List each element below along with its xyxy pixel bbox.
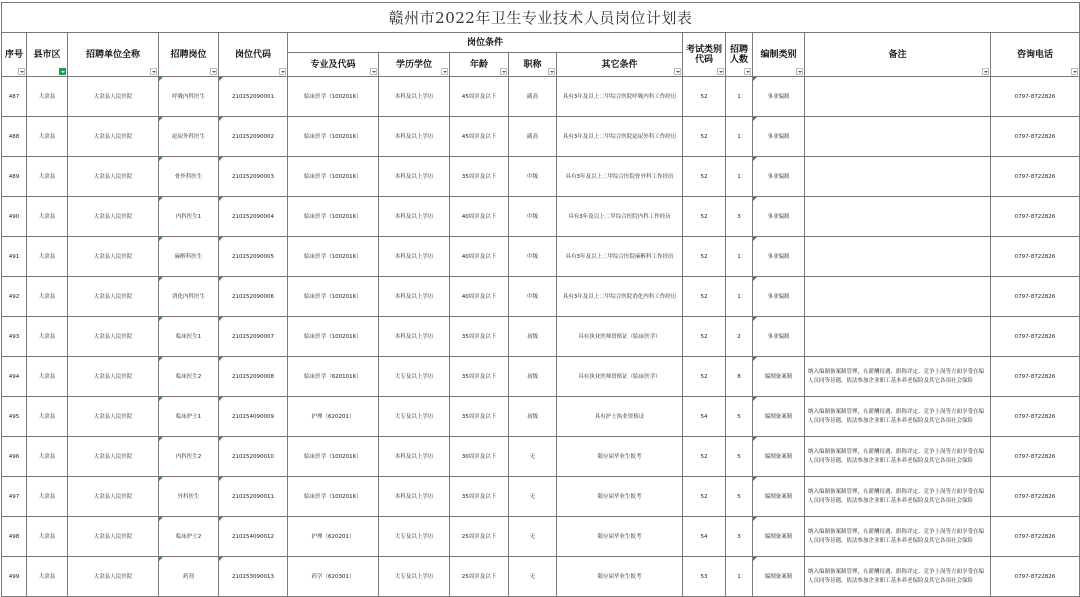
cell-count[interactable]: 3 [726,197,753,237]
cell-edu[interactable]: 本科及以上学历 [379,117,450,157]
cell-marker-icon [159,357,163,361]
job-plan-table [1,2,1080,597]
cell-post[interactable]: 呼吸内科医生 [159,77,219,117]
cell-post[interactable]: 临床护士1 [159,397,219,437]
cell-phone[interactable]: 0797-8722826 [991,557,1080,597]
cell-other[interactable]: 限应届毕业生报考 [557,517,683,557]
cell-marker-icon [219,397,223,401]
cell-major[interactable]: 临床医学（100201K） [288,117,379,157]
cell-code[interactable]: 210154090012 [219,517,288,557]
cell-other[interactable]: 具有3年及以上二甲综合医院消化内科工作经历 [557,277,683,317]
cell-marker-icon [159,477,163,481]
cell-post[interactable]: 药剂 [159,557,219,597]
cell-other[interactable]: 具有3年及以上二甲综合医院麻醉科工作经历 [557,237,683,277]
cell-other[interactable]: 具有3年及以上二甲综合医院骨外科工作经历 [557,157,683,197]
cell-exam[interactable]: 53 [683,557,726,597]
cell-remark[interactable]: 纳入编制备案制管理，在薪酬待遇、职称评定、竞争上岗等方面享受在编人员同等待遇，依法参加企业职工基本养老保险及其它各项社会保险 [805,397,991,437]
cell-marker-icon [219,357,223,361]
header-staff-type: 编制类别 [753,33,805,77]
cell-rank[interactable]: 中级 [509,157,557,197]
filter-dropdown-icon[interactable] [674,68,681,75]
cell-phone[interactable]: 0797-8722826 [991,237,1080,277]
cell-staff-type[interactable]: 编制备案制 [753,357,805,397]
cell-staff-type[interactable]: 编制备案制 [753,517,805,557]
table-row [2,117,1080,157]
cell-marker-icon [219,157,223,161]
cell-rank[interactable]: 无 [509,517,557,557]
filter-dropdown-icon[interactable] [441,68,448,75]
cell-other[interactable]: 限应届毕业生报考 [557,557,683,597]
cell-remark[interactable]: 纳入编制备案制管理，在薪酬待遇、职称评定、竞争上岗等方面享受在编人员同等待遇，依法参加企业职工基本养老保险及其它各项社会保险 [805,357,991,397]
table-body [2,77,1080,597]
cell-unit[interactable]: 大余县人民医院 [68,477,159,517]
cell-phone[interactable]: 0797-8722826 [991,357,1080,397]
filter-dropdown-icon[interactable] [150,68,157,75]
cell-marker-icon [753,437,757,441]
cell-age[interactable]: 25周岁及以下 [450,557,509,597]
cell-other[interactable]: 限应届毕业生报考 [557,477,683,517]
cell-exam[interactable]: 52 [683,277,726,317]
cell-staff-type[interactable]: 编制备案制 [753,557,805,597]
cell-major[interactable]: 临床医学（620101K） [288,357,379,397]
cell-marker-icon [753,357,757,361]
cell-county[interactable]: 大余县 [27,77,68,117]
cell-county[interactable]: 大余县 [27,397,68,437]
header-edu: 学历学位 [379,53,450,77]
cell-post[interactable]: 内科医生1 [159,197,219,237]
cell-major[interactable]: 临床医学（100201K） [288,277,379,317]
cell-post[interactable]: 临床医生1 [159,317,219,357]
cell-remark[interactable] [805,197,991,237]
header-remark: 备注 [805,33,991,77]
cell-rank[interactable]: 初级 [509,397,557,437]
cell-major[interactable]: 临床医学（100201K） [288,77,379,117]
cell-seq[interactable]: 496 [2,437,27,477]
cell-seq[interactable]: 493 [2,317,27,357]
cell-count[interactable]: 5 [726,437,753,477]
cell-seq[interactable]: 495 [2,397,27,437]
cell-age[interactable]: 35周岁及以下 [450,157,509,197]
cell-marker-icon [219,437,223,441]
cell-age[interactable]: 35周岁及以下 [450,357,509,397]
active-filter-icon[interactable] [59,68,66,75]
cell-unit[interactable]: 大余县人民医院 [68,517,159,557]
cell-staff-type[interactable]: 事业编制 [753,277,805,317]
cell-count[interactable]: 2 [726,317,753,357]
cell-unit[interactable]: 大余县人民医院 [68,277,159,317]
cell-rank[interactable]: 初级 [509,317,557,357]
table-title: 赣州市2022年卫生专业技术人员岗位计划表 [2,3,1080,33]
cell-edu[interactable]: 大专及以上学历 [379,357,450,397]
filter-dropdown-icon[interactable] [744,68,751,75]
cell-edu[interactable]: 大专及以上学历 [379,557,450,597]
cell-phone[interactable]: 0797-8722826 [991,477,1080,517]
cell-remark[interactable] [805,237,991,277]
cell-unit[interactable]: 大余县人民医院 [68,117,159,157]
cell-count[interactable]: 5 [726,397,753,437]
header-rank: 职称 [509,53,557,77]
header-seq: 序号 [2,33,27,77]
cell-edu[interactable]: 本科及以上学历 [379,317,450,357]
cell-seq[interactable]: 490 [2,197,27,237]
cell-rank[interactable]: 中级 [509,237,557,277]
table-row [2,237,1080,277]
cell-age[interactable]: 35周岁及以下 [450,317,509,357]
cell-rank[interactable]: 副高 [509,77,557,117]
cell-staff-type[interactable]: 编制备案制 [753,397,805,437]
cell-staff-type[interactable]: 编制备案制 [753,477,805,517]
cell-marker-icon [219,77,223,81]
cell-post[interactable]: 临床医生2 [159,357,219,397]
cell-count[interactable]: 5 [726,477,753,517]
cell-exam[interactable]: 54 [683,397,726,437]
cell-count[interactable]: 1 [726,77,753,117]
cell-rank[interactable]: 无 [509,477,557,517]
cell-unit[interactable]: 大余县人民医院 [68,317,159,357]
cell-county[interactable]: 大余县 [27,237,68,277]
cell-edu[interactable]: 本科及以上学历 [379,477,450,517]
cell-edu[interactable]: 本科及以上学历 [379,77,450,117]
cell-exam[interactable]: 52 [683,77,726,117]
cell-major[interactable]: 临床医学（100201K） [288,477,379,517]
header-count: 招聘人数 [726,33,753,77]
cell-other[interactable]: 具有3年及以上二甲综合医院泌尿外科工作经历 [557,117,683,157]
cell-major[interactable]: 药学（620301） [288,557,379,597]
cell-unit[interactable]: 大余县人民医院 [68,397,159,437]
cell-count[interactable]: 1 [726,557,753,597]
cell-exam[interactable]: 52 [683,437,726,477]
cell-other[interactable]: 具有护士执业资格证 [557,397,683,437]
header-post: 招聘岗位 [159,33,219,77]
cell-marker-icon [159,557,163,561]
cell-exam[interactable]: 54 [683,517,726,557]
cell-post[interactable]: 消化内科医生 [159,277,219,317]
cell-age[interactable]: 35周岁及以下 [450,477,509,517]
cell-major[interactable]: 护理（620201） [288,517,379,557]
table-row [2,277,1080,317]
cell-seq[interactable]: 499 [2,557,27,597]
cell-remark[interactable] [805,317,991,357]
cell-staff-type[interactable]: 事业编制 [753,157,805,197]
cell-edu[interactable]: 本科及以上学历 [379,277,450,317]
cell-seq[interactable]: 497 [2,477,27,517]
cell-major[interactable]: 临床医学（100201K） [288,437,379,477]
cell-exam[interactable]: 52 [683,157,726,197]
cell-marker-icon [159,157,163,161]
filter-dropdown-icon[interactable] [18,68,25,75]
table-row [2,397,1080,437]
cell-code[interactable]: 210152090001 [219,77,288,117]
cell-exam[interactable]: 52 [683,317,726,357]
cell-marker-icon [159,397,163,401]
cell-major[interactable]: 临床医学（100201K） [288,237,379,277]
cell-count[interactable]: 3 [726,517,753,557]
cell-remark[interactable]: 纳入编制备案制管理，在薪酬待遇、职称评定、竞争上岗等方面享受在编人员同等待遇，依法参加企业职工基本养老保险及其它各项社会保险 [805,437,991,477]
cell-age[interactable]: 35周岁及以下 [450,397,509,437]
cell-post[interactable]: 内科医生2 [159,437,219,477]
cell-marker-icon [159,517,163,521]
cell-unit[interactable]: 大余县人民医院 [68,237,159,277]
cell-phone[interactable]: 0797-8722826 [991,517,1080,557]
cell-remark[interactable]: 纳入编制备案制管理，在薪酬待遇、职称评定、竞争上岗等方面享受在编人员同等待遇，依法参加企业职工基本养老保险及其它各项社会保险 [805,517,991,557]
cell-marker-icon [753,317,757,321]
header-exam: 考试类别代码 [683,33,726,77]
cell-seq[interactable]: 487 [2,77,27,117]
filter-dropdown-icon[interactable] [279,68,286,75]
cell-county[interactable]: 大余县 [27,277,68,317]
cell-other[interactable]: 限应届毕业生报考 [557,437,683,477]
cell-rank[interactable]: 中级 [509,197,557,237]
cell-rank[interactable]: 初级 [509,357,557,397]
cell-county[interactable]: 大余县 [27,117,68,157]
cell-exam[interactable]: 52 [683,357,726,397]
cell-county[interactable]: 大余县 [27,197,68,237]
cell-age[interactable]: 30周岁及以下 [450,437,509,477]
cell-phone[interactable]: 0797-8722826 [991,197,1080,237]
cell-count[interactable]: 1 [726,117,753,157]
header-age: 年龄 [450,53,509,77]
cell-marker-icon [753,77,757,81]
cell-unit[interactable]: 大余县人民医院 [68,197,159,237]
cell-marker-icon [753,237,757,241]
cell-rank[interactable]: 无 [509,437,557,477]
cell-county[interactable]: 大余县 [27,317,68,357]
cell-marker-icon [753,477,757,481]
cell-staff-type[interactable]: 事业编制 [753,77,805,117]
cell-rank[interactable]: 中级 [509,277,557,317]
cell-phone[interactable]: 0797-8722826 [991,317,1080,357]
cell-staff-type[interactable]: 事业编制 [753,237,805,277]
cell-seq[interactable]: 498 [2,517,27,557]
cell-unit[interactable]: 大余县人民医院 [68,357,159,397]
cell-marker-icon [753,557,757,561]
cell-phone[interactable]: 0797-8722826 [991,437,1080,477]
cell-seq[interactable]: 492 [2,277,27,317]
filter-dropdown-icon[interactable] [982,68,989,75]
table-row [2,197,1080,237]
cell-major[interactable]: 临床医学（100201K） [288,157,379,197]
cell-seq[interactable]: 491 [2,237,27,277]
cell-marker-icon [159,317,163,321]
cell-marker-icon [159,77,163,81]
cell-unit[interactable]: 大余县人民医院 [68,557,159,597]
cell-code[interactable]: 210152090011 [219,477,288,517]
filter-dropdown-icon[interactable] [796,68,803,75]
cell-post[interactable]: 临床护士2 [159,517,219,557]
cell-marker-icon [753,117,757,121]
header-major: 专业及代码 [288,53,379,77]
cell-major[interactable]: 临床医学（100201K） [288,197,379,237]
cell-county[interactable]: 大余县 [27,557,68,597]
cell-phone[interactable]: 0797-8722826 [991,77,1080,117]
cell-code[interactable]: 210152090006 [219,277,288,317]
cell-count[interactable]: 1 [726,157,753,197]
filter-dropdown-icon[interactable] [1071,68,1078,75]
cell-staff-type[interactable]: 事业编制 [753,117,805,157]
table-row [2,437,1080,477]
header-county: 县市区 [27,33,68,77]
cell-staff-type[interactable]: 编制备案制 [753,437,805,477]
cell-county[interactable]: 大余县 [27,477,68,517]
cell-other[interactable]: 具有3年及以上二甲综合医院呼吸内科工作经历 [557,77,683,117]
filter-dropdown-icon[interactable] [210,68,217,75]
cell-code[interactable]: 210153090013 [219,557,288,597]
table-row [2,517,1080,557]
cell-unit[interactable]: 大余县人民医院 [68,437,159,477]
cell-exam[interactable]: 52 [683,477,726,517]
cell-marker-icon [159,197,163,201]
cell-marker-icon [219,557,223,561]
filter-dropdown-icon[interactable] [548,68,555,75]
cell-phone[interactable]: 0797-8722826 [991,397,1080,437]
cell-remark[interactable] [805,157,991,197]
cell-edu[interactable]: 本科及以上学历 [379,197,450,237]
cell-rank[interactable]: 副高 [509,117,557,157]
header-conditions: 岗位条件 [288,33,683,53]
cell-staff-type[interactable]: 事业编制 [753,317,805,357]
cell-seq[interactable]: 489 [2,157,27,197]
cell-seq[interactable]: 488 [2,117,27,157]
cell-code[interactable]: 210152090002 [219,117,288,157]
cell-post[interactable]: 麻醉科医生 [159,237,219,277]
header-unit: 招聘单位全称 [68,33,159,77]
cell-age[interactable]: 40周岁及以下 [450,277,509,317]
cell-county[interactable]: 大余县 [27,157,68,197]
cell-other[interactable]: 具有3年及以上二甲综合医院内科工作经历 [557,197,683,237]
cell-marker-icon [753,517,757,521]
cell-post[interactable]: 骨外科医生 [159,157,219,197]
filter-dropdown-icon[interactable] [370,68,377,75]
table-row [2,477,1080,517]
table-row [2,317,1080,357]
header-code: 岗位代码 [219,33,288,77]
cell-edu[interactable]: 大专及以上学历 [379,397,450,437]
cell-marker-icon [159,117,163,121]
cell-count[interactable]: 1 [726,237,753,277]
cell-code[interactable]: 210152090005 [219,237,288,277]
cell-remark[interactable]: 纳入编制备案制管理，在薪酬待遇、职称评定、竞争上岗等方面享受在编人员同等待遇，依法参加企业职工基本养老保险及其它各项社会保险 [805,557,991,597]
cell-exam[interactable]: 52 [683,117,726,157]
table-row [2,157,1080,197]
cell-marker-icon [753,277,757,281]
cell-phone[interactable]: 0797-8722826 [991,157,1080,197]
cell-marker-icon [159,237,163,241]
header-phone: 咨询电话 [991,33,1080,77]
cell-marker-icon [219,517,223,521]
cell-county[interactable]: 大余县 [27,517,68,557]
cell-major[interactable]: 临床医学（100201K） [288,317,379,357]
cell-rank[interactable]: 无 [509,557,557,597]
cell-marker-icon [753,157,757,161]
cell-age[interactable]: 25周岁及以下 [450,517,509,557]
cell-marker-icon [219,277,223,281]
cell-marker-icon [159,277,163,281]
cell-marker-icon [219,477,223,481]
cell-post[interactable]: 外科医生 [159,477,219,517]
cell-phone[interactable]: 0797-8722826 [991,117,1080,157]
cell-edu[interactable]: 本科及以上学历 [379,237,450,277]
table-row [2,557,1080,597]
table-row [2,77,1080,117]
cell-marker-icon [219,237,223,241]
cell-marker-icon [753,197,757,201]
cell-code[interactable]: 210152090008 [219,357,288,397]
filter-dropdown-icon[interactable] [500,68,507,75]
cell-exam[interactable]: 52 [683,237,726,277]
cell-county[interactable]: 大余县 [27,437,68,477]
cell-other[interactable]: 具有执业医师资格证（临床医学） [557,357,683,397]
cell-phone[interactable]: 0797-8722826 [991,277,1080,317]
cell-code[interactable]: 210152090007 [219,317,288,357]
header-other: 其它条件 [557,53,683,77]
cell-marker-icon [753,397,757,401]
cell-age[interactable]: 45周岁及以下 [450,117,509,157]
cell-unit[interactable]: 大余县人民医院 [68,77,159,117]
cell-age[interactable]: 40周岁及以下 [450,197,509,237]
cell-marker-icon [159,437,163,441]
cell-marker-icon [219,117,223,121]
cell-marker-icon [219,317,223,321]
cell-county[interactable]: 大余县 [27,357,68,397]
cell-code[interactable]: 210154090009 [219,397,288,437]
cell-code[interactable]: 210152090003 [219,157,288,197]
cell-post[interactable]: 泌尿外科医生 [159,117,219,157]
cell-unit[interactable]: 大余县人民医院 [68,157,159,197]
cell-edu[interactable]: 大专及以上学历 [379,517,450,557]
cell-edu[interactable]: 本科及以上学历 [379,437,450,477]
cell-major[interactable]: 护理（620201） [288,397,379,437]
cell-code[interactable]: 210152090010 [219,437,288,477]
cell-age[interactable]: 45周岁及以下 [450,77,509,117]
cell-count[interactable]: 1 [726,277,753,317]
cell-exam[interactable]: 52 [683,197,726,237]
cell-other[interactable]: 具有执业医师资格证（临床医学） [557,317,683,357]
cell-code[interactable]: 210152090004 [219,197,288,237]
filter-dropdown-icon[interactable] [717,68,724,75]
cell-marker-icon [219,197,223,201]
cell-remark[interactable] [805,77,991,117]
cell-edu[interactable]: 本科及以上学历 [379,157,450,197]
cell-staff-type[interactable]: 事业编制 [753,197,805,237]
cell-remark[interactable] [805,117,991,157]
cell-age[interactable]: 40周岁及以下 [450,237,509,277]
cell-count[interactable]: 8 [726,357,753,397]
cell-remark[interactable]: 纳入编制备案制管理，在薪酬待遇、职称评定、竞争上岗等方面享受在编人员同等待遇，依法参加企业职工基本养老保险及其它各项社会保险 [805,477,991,517]
cell-seq[interactable]: 494 [2,357,27,397]
cell-remark[interactable] [805,277,991,317]
table-row [2,357,1080,397]
